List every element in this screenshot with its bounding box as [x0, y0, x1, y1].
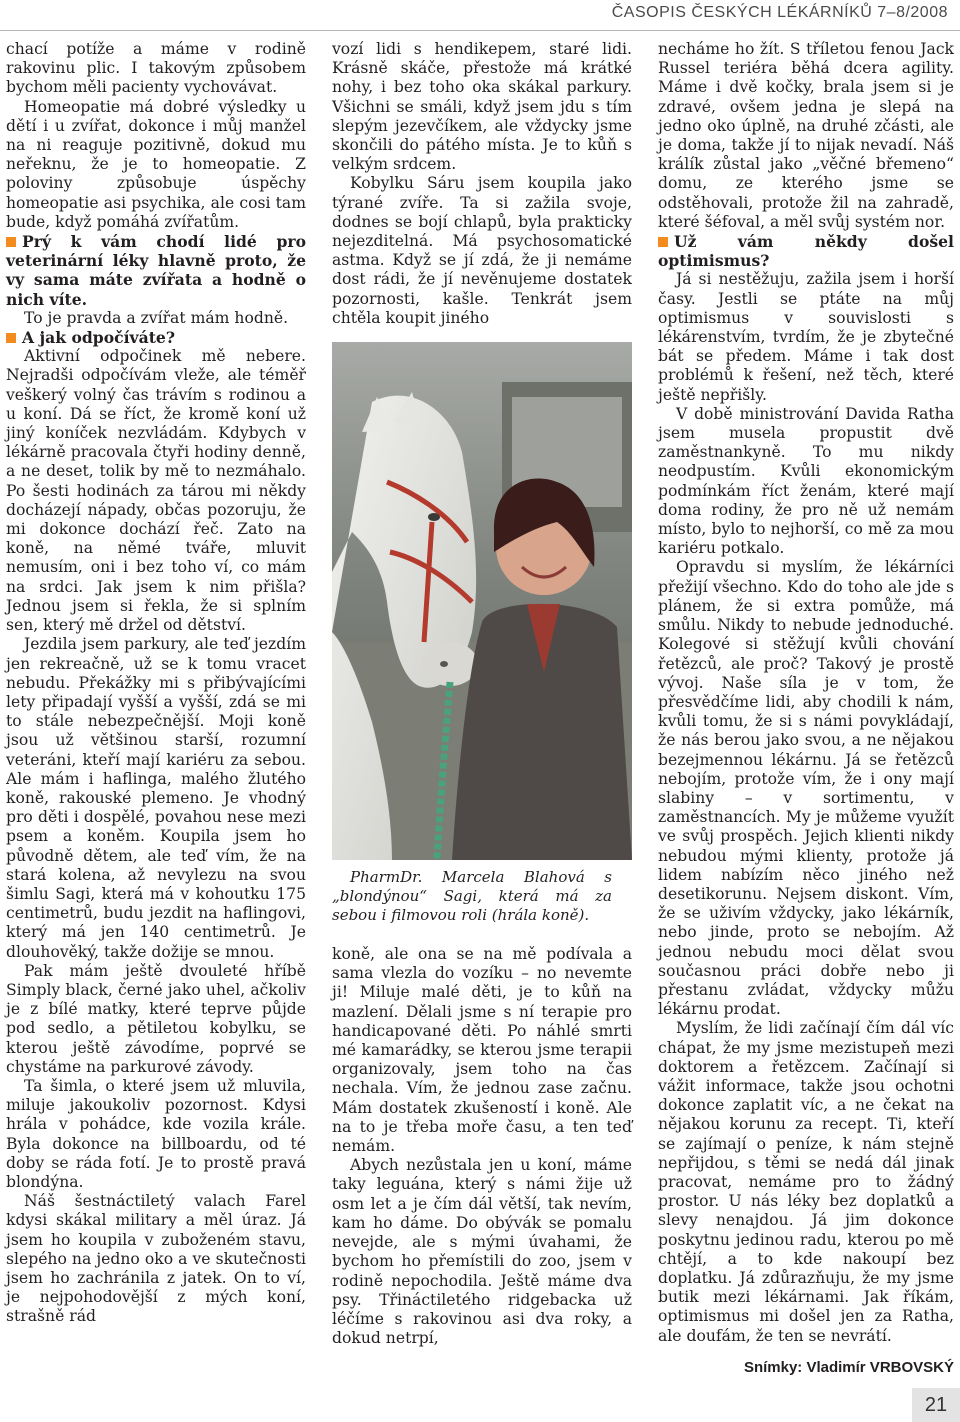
paragraph: Já si nestěžuju, zažila jsem i horší časy. Jestli se ptáte na můj optimismus v souvislosti s lékárenstvím, tvrdím, že je zbytečné bát se předem. Máme i tak dost problémů k řešení, než těch, které ještě nepřišly. — [658, 270, 954, 404]
photo-caption: PharmDr. Marcela Blahová s „blondýnou“ Sagi, která má za sebou i filmovou roli (hrála koně). — [332, 868, 612, 925]
paragraph: Opravdu si myslím, že lékárníci přežijí všechno. Kdo do toho ale jde s plánem, že si extra pomůže, má smůlu. Nikdy to nebude jednoduché. Kolegové si stěžují kvůli chování řetězců, ale proč? Takový je prostě vývoj. Naše síla je v tom, že přesvědčíme lidi, aby chodili k nám, kvůli tomu, že si s námi povykládají, že nás berou jako svou, a ne nějakou bezejmennou lékárnu. Já se řetězců nebojím, protože vím, že i ony mají slabiny – v sortimentu, v zaměstnancích. My je můžeme využít ve svůj prospěch. Jejich klienti nikdy nebudou mými klienty, protože já lidem nabízím něco jiného než desetikorunu. Nejsem diskont. Vím, že se uživím vždycky, jako lékárník, nebo jinde, proto se nebojím. Až jednou nebudu moci dělat svou současnou práci dobře nebo ji přestanu zvládat, vždycky můžu lékárnu prodat. — [658, 558, 954, 1019]
header-rule — [0, 30, 960, 31]
column-3 — [658, 40, 954, 1377]
question-text: Už vám někdy došel optimismus? — [658, 232, 954, 271]
question-text: A jak odpočíváte? — [22, 328, 175, 348]
paragraph: Aktivní odpočinek mě nebere. Nejradši odpočívám vleže, ale téměř veškerý volný čas trávím s rodinou a u koní. Dá se říct, že kromě koní už jiný koníček nezvládám. Kdybych v lékárně pracovala čtyři hodiny denně, a ne deset, tolik by mě to nezmáhalo. Po šesti hodinách za tárou mi někdy docházejí nápady, občas pozoruju, že mi dokonce dochází řeč. Zato na koně, na němé tváře, mluvit nemusím, oni i bez toho ví, co mám na srdci. Jak jsem k nim přišla? Jednou jsem si řekla, že si splním sen, který mě držel od dětství. — [6, 347, 306, 635]
paragraph: koně, ale ona se na mě podívala a sama vlezla do vozíku – no nevemte ji! Miluje malé děti, je to kůň na mazlení. Dělali jsme s ní terapie pro handicapované děti. Po náhlé smrti mé kamarádky, se kterou jsme terapii organizovaly, jsem toho na čas nechala. Vím, že jednou zase začnu. Mám dostatek zkušeností i koně. Ale na to je třeba moře času, a ten teď nemám. — [332, 945, 632, 1156]
paragraph: Abych nezůstala jen u koní, máme taky leguána, který s námi žije už osm let a je čím dál větší, tak nevím, kam ho dáme. Do obývák se pomalu nevejde, ale s mými úvahami, že bychom ho přemístili do zoo, jsem v rodině nepochodila. Ještě máme dva psy. Třináctiletého ridgebacka už léčíme s rakovinou asi dva roky, a dokud netrpí, — [332, 1156, 632, 1348]
question-marker-icon — [6, 333, 16, 343]
journal-header: ČASOPIS ČESKÝCH LÉKÁRNÍKŮ 7–8/2008 — [611, 4, 948, 21]
paragraph: necháme ho žít. S tříletou fenou Jack Russel teriéra běhá dcera agility. Máme i dvě kočky, brala jsem si je zdravé, ovšem jedna je slepá na jedno oko úplně, na druhé zčásti, ale je doma, takže jí to nijak nevadí. Náš králík zůstal jako „věčné břemeno“ domu, ze kterého jsme se odstěhovali, protože žil na zahradě, které šéfoval, a měl svůj systém nor. — [658, 40, 954, 231]
column-2-bottom — [332, 945, 632, 1348]
column-2-top — [332, 40, 632, 328]
question-marker-icon — [6, 237, 16, 247]
interview-question — [658, 232, 954, 270]
interview-question — [6, 232, 306, 309]
paragraph: Jezdila jsem parkury, ale teď jezdím jen rekreačně, už se k tomu vracet nebudu. Překážky mi s přibývajícími lety připadají vyšší a vyšší, zdá se mi to stále nebezpečnější. Moji koně jsou už většinou starší, rozumní veteráni, kteří mají kariéru za sebou. Ale mám i haflinga, malého žlutého koně, rakouské plemeno. Je vhodný pro děti i dospělé, povahou nese mezi psem a koněm. Koupila jsem ho původně dětem, ale teď vím, že na stará kolena, až nevylezu na svou šimlu Sagi, která má v kohoutku 175 centimetrů, budu jezdit na haflingovi, který má jen 140 centimetrů. Je dlouhověký, takže dožije se mnou. — [6, 635, 306, 961]
photo-illustration — [332, 342, 632, 860]
photo-woman-with-white-horse — [332, 342, 632, 860]
paragraph: chací potíže a máme v rodině rakovinu plic. I takovým způsobem bychom měli pacienty vychovávat. — [6, 40, 306, 97]
interview-question — [6, 328, 306, 347]
paragraph: To je pravda a zvířat mám hodně. — [24, 308, 289, 327]
paragraph: Kobylku Sáru jsem koupila jako týrané zvíře. Ta si zažila svoje, dodnes se bojí chlapů, byla prakticky nejezditelná. Má psychosomatické astma. Když se jí zdá, že ji nemáme dost rádi, že jí nevěnujeme dostatek pozornosti, kašle. Tenkrát jsem chtěla koupit jiného — [332, 174, 632, 327]
question-text: Prý k vám chodí lidé pro veterinární léky hlavně proto, že vy sama máte zvířata a hodně o nich víte. — [6, 232, 306, 309]
paragraph: Homeopatie má dobré výsledky u dětí i u zvířat, dokonce i můj manžel na ni reaguje pozitivně, dokud mu neřeknu, že je to homeopatie. Z poloviny způsobuje úspěchy homeopatie asi psychika, ale cosi tam bude, když pomáhá zvířatům. — [6, 97, 306, 231]
column-2 — [332, 40, 632, 1348]
paragraph: Myslím, že lidi začínají čím dál víc chápat, že my jsme mezistupeň mezi doktorem a řetězcem. Začínají si vážit informace, takže jsou ochotni dokonce zaplatit víc, a ne čekat na nějakou korunu za recept. Ti, kteří se zajímají o peníze, k nám stejně nepřijdou, s těmi se nedá dál jinak pracovat, nemáme pro to žádný prostor. U nás léky bez doplatků a slevy nenajdou. Já jim dokonce poskytnu jedinou radu, kterou po mě chtějí, a to kde nakoupí bez doplatku. Já zdůrazňuju, že my jsme butik mezi lékárnami. Jak říkám, optimismus mi došel jen za Ratha, ale doufám, že ten se nevrátí. — [658, 1019, 954, 1345]
photo-credit: Snímky: Vladimír VRBOVSKÝ — [743, 1358, 954, 1376]
paragraph: Pak mám ještě dvouleté hříbě Simply black, černé jako uhel, ačkoliv je z bílé matky, které teprve půjde pod sedlo, a pětiletou kobylku, se kterou ještě závodíme, poprvé se chystáme na parkurové závody. — [6, 961, 306, 1076]
question-marker-icon — [658, 237, 668, 247]
page-number: 21 — [912, 1388, 960, 1422]
column-1 — [6, 40, 306, 1327]
paragraph: Ta šimla, o které jsem už mluvila, miluje jakoukoliv pozornost. Kdysi hrála v pohádce, kde vozila krále. Byla dokonce na billboardu, od té doby se ráda fotí. Je to prostě pravá blondýna. — [6, 1076, 306, 1191]
paragraph: V době ministrování Davida Ratha jsem musela propustit dvě zaměstnankyně. To mu nikdy neodpustím. Kvůli ekonomickým podmínkám říct ženám, které mají doma rodiny, že pro ně už nemám místo, bylo to nejhorší, co mě za mou kariéru potkalo. — [658, 404, 954, 558]
column-3-text — [658, 40, 954, 1346]
paragraph: Náš šestnáctiletý valach Farel kdysi skákal military a měl úraz. Já jsem ho koupila v zuboženém stavu, slepého na jedno oko a ve skutečnosti jsem ho zachránila z jatek. On to ví, je nejpohodovější z mých koní, strašně rád — [6, 1192, 306, 1326]
paragraph: vozí lidi s hendikepem, staré lidi. Krásně skáče, přestože má krátké nohy, i bez toho oka skákal parkury. Všichni se smáli, když jsem jdu s tím slepým jezevčíkem, ale vždycky jsme skončili do pátého místa. Je to kůň s velkým srdcem. — [332, 40, 632, 174]
